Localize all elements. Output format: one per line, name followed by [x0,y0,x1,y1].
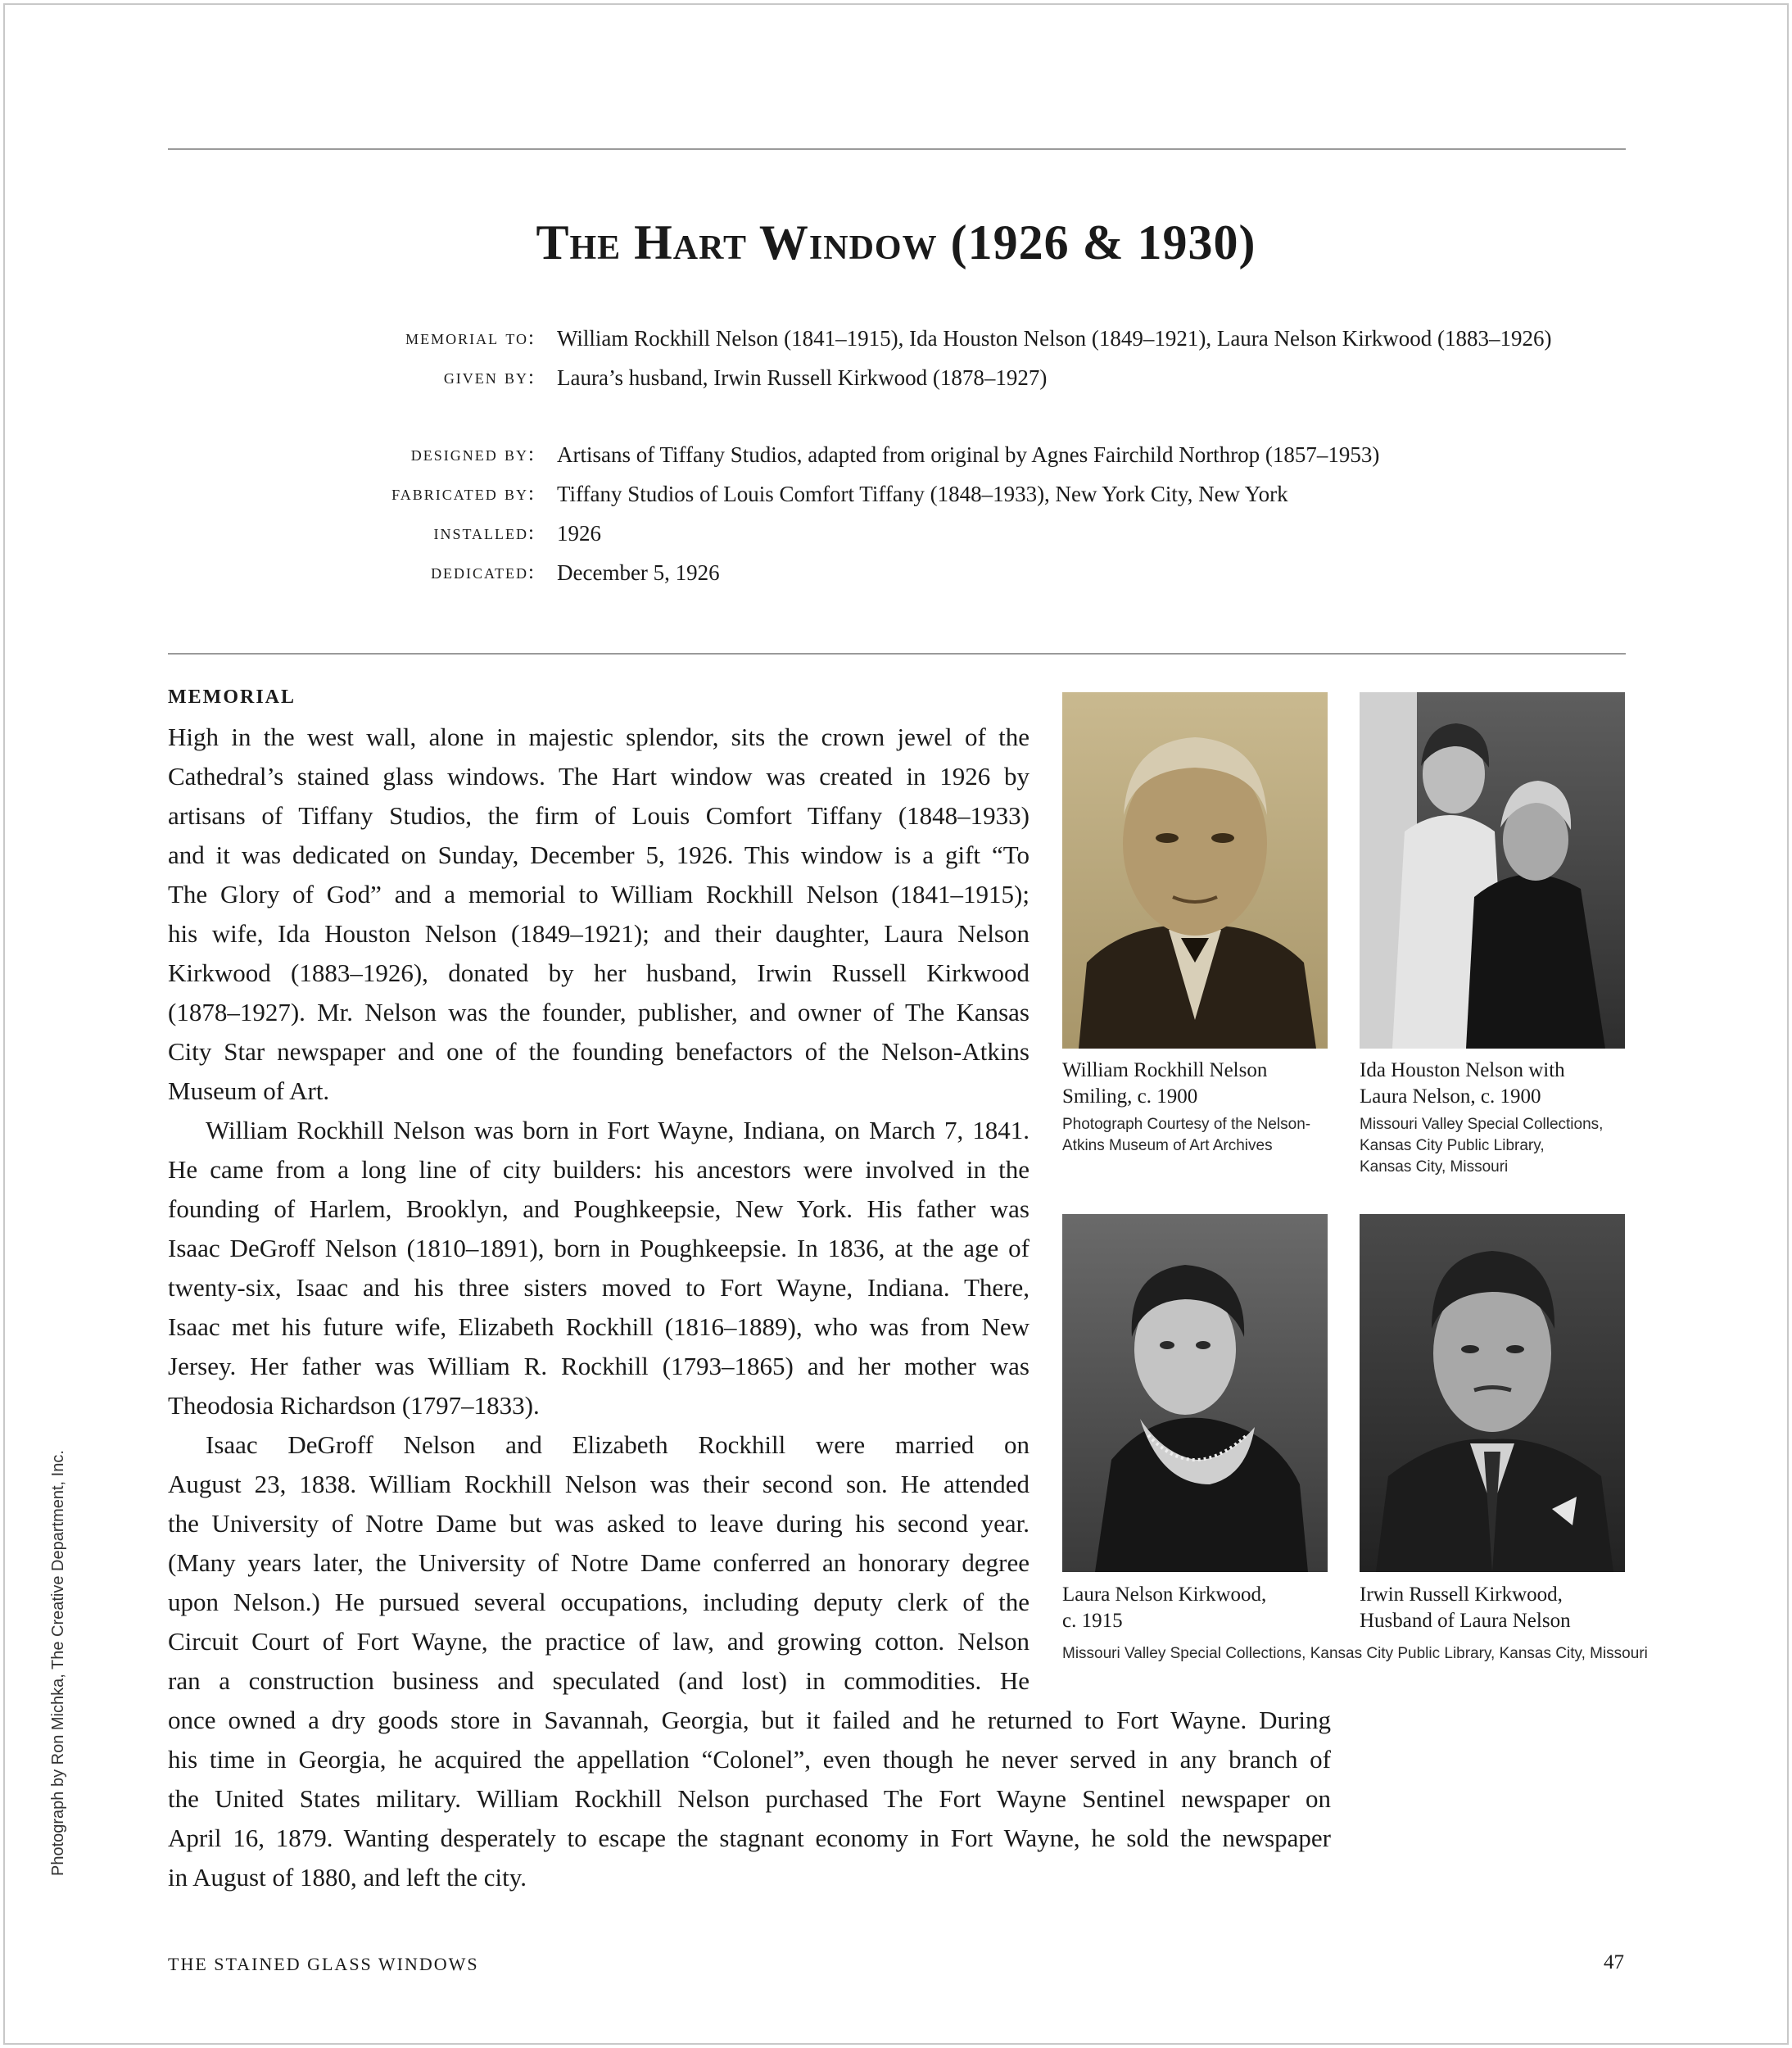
meta-row-designed-by [168,435,1634,474]
portrait-laura-nelson-kirkwood [1062,1214,1328,1572]
meta-label: installed: [433,522,536,544]
credit-line: Kansas City Public Library, [1360,1137,1545,1154]
credit-line: Photograph Courtesy of the Nelson- [1062,1116,1311,1133]
body-line: twenty-six, Isaac and his three sisters moved to Fort Wayne, Indiana. There, [168,1273,1029,1302]
body-line: Circuit Court of Fort Wayne, the practice of law, and growing cotton. Nelson [168,1627,1029,1656]
credit-line: Atkins Museum of Art Archives [1062,1137,1273,1154]
meta-row-given-by [168,358,1634,397]
body-line: artisans of Tiffany Studios, the firm of Louis Comfort Tiffany (1848–1933) [168,801,1029,830]
caption-line: Smiling, c. 1900 [1062,1085,1198,1108]
portrait-william-rockhill-nelson [1062,692,1328,1049]
body-line: Isaac DeGroff Nelson (1810–1891), born in Poughkeepsie. In 1836, at the age of [168,1234,1029,1262]
meta-value: William Rockhill Nelson (1841–1915), Ida Houston Nelson (1849–1921), Laura Nelson Kirkwood (1883–1926) [557,326,1552,351]
caption-line: Irwin Russell Kirkwood, [1360,1584,1563,1606]
body-line: Isaac DeGroff Nelson and Elizabeth Rockhill were married on [206,1430,1029,1459]
photo-credit-vertical: Photograph by Ron Michka, The Creative Department, Inc. [49,1450,67,1876]
body-line: William Rockhill Nelson was born in Fort Wayne, Indiana, on March 7, 1841. [206,1116,1029,1144]
portrait-irwin-art [1360,1214,1625,1572]
body-line: He came from a long line of city builders: his ancestors were involved in the [168,1155,1029,1184]
body-line: Isaac met his future wife, Elizabeth Rockhill (1816–1889), who was from New [168,1312,1029,1341]
body-line: founding of Harlem, Brooklyn, and Poughkeepsie, New York. His father was [168,1194,1029,1223]
meta-value: Artisans of Tiffany Studios, adapted from original by Agnes Fairchild Northrop (1857–1953) [557,442,1380,467]
body-line: the United States military. William Rockhill Nelson purchased The Fort Wayne Sentinel newspaper on [168,1784,1331,1813]
caption-line: William Rockhill Nelson [1062,1059,1268,1081]
meta-label: given by: [443,366,536,388]
body-line: (Many years later, the University of Notre Dame conferred an honorary degree [168,1548,1029,1577]
portrait-ida-art [1360,692,1625,1049]
portrait-laura-art [1062,1214,1328,1572]
section-heading: MEMORIAL [168,686,296,708]
meta-row-memorial-to [168,319,1634,358]
body-line: Museum of Art. [168,1076,330,1105]
caption-ida [1360,1058,1565,1110]
caption-line: Laura Nelson Kirkwood, [1062,1584,1267,1606]
meta-value: Laura’s husband, Irwin Russell Kirkwood (1878–1927) [557,365,1048,390]
body-line: April 16, 1879. Wanting desperately to escape the stagnant economy in Fort Wayne, he sold the newspaper [168,1824,1331,1852]
meta-label: designed by: [410,443,536,465]
body-line: The Glory of God” and a memorial to William Rockhill Nelson (1841–1915); [168,880,1029,908]
body-line: the University of Notre Dame but was asked to leave during his second year. [168,1509,1029,1538]
meta-row-dedicated [168,553,1634,592]
page-title: The Hart Window (1926 & 1930) [536,215,1256,270]
footer-section-title: THE STAINED GLASS WINDOWS [168,1954,479,1974]
meta-label: memorial to: [405,327,536,349]
meta-value: Tiffany Studios of Louis Comfort Tiffany (1848–1933), New York City, New York [557,482,1288,506]
body-line: and it was dedicated on Sunday, December 5, 1926. This window is a gift “To [168,840,1029,869]
body-line: City Star newspaper and one of the founding benefactors of the Nelson-Atkins [168,1037,1029,1066]
meta-label: dedicated: [431,561,536,583]
caption-line: Laura Nelson, c. 1900 [1360,1085,1541,1108]
body-line: Theodosia Richardson (1797–1833). [168,1391,540,1420]
section-rule [168,653,1626,655]
credit-line: Kansas City, Missouri [1360,1158,1509,1176]
portrait-william-art [1062,692,1328,1049]
credit-ida [1360,1114,1603,1178]
meta-value: 1926 [557,521,601,546]
body-line: ran a construction business and speculated (and lost) in commodities. He [168,1666,1029,1695]
top-rule [168,148,1626,150]
body-line: his time in Georgia, he acquired the appellation “Colonel”, even though he never served in any branch of [168,1745,1331,1774]
body-line: upon Nelson.) He pursued several occupations, including deputy clerk of the [168,1588,1029,1616]
caption-line: c. 1915 [1062,1610,1123,1632]
meta-block-secondary [168,435,1634,592]
credit-shared: Missouri Valley Special Collections, Kansas City Public Library, Kansas City, Missouri [1062,1645,1648,1662]
caption-william [1062,1058,1267,1110]
meta-label: fabricated by: [391,483,536,505]
meta-block-primary [168,319,1634,397]
page-number: 47 [1604,1951,1624,1973]
meta-value: December 5, 1926 [557,560,720,585]
body-line: Kirkwood (1883–1926), donated by her husband, Irwin Russell Kirkwood [168,958,1029,987]
body-line: once owned a dry goods store in Savannah, Georgia, but it failed and he returned to Fort Wayne. During [168,1706,1331,1734]
meta-row-installed [168,514,1634,553]
body-line: Cathedral’s stained glass windows. The Hart window was created in 1926 by [168,762,1029,791]
body-line: High in the west wall, alone in majestic splendor, sits the crown jewel of the [168,723,1029,751]
body-line: his wife, Ida Houston Nelson (1849–1921); and their daughter, Laura Nelson [168,919,1029,948]
body-line: in August of 1880, and left the city. [168,1863,527,1892]
body-line: Jersey. Her father was William R. Rockhill (1793–1865) and her mother was [168,1352,1029,1380]
portrait-ida-and-laura-nelson [1360,692,1625,1049]
caption-irwin [1360,1582,1571,1634]
meta-row-fabricated-by [168,474,1634,514]
credit-william [1062,1114,1310,1157]
caption-laura [1062,1582,1266,1634]
caption-line: Husband of Laura Nelson [1360,1610,1571,1632]
body-line: (1878–1927). Mr. Nelson was the founder, publisher, and owner of The Kansas [168,998,1029,1026]
portrait-irwin-russell-kirkwood [1360,1214,1625,1572]
caption-line: Ida Houston Nelson with [1360,1059,1565,1081]
credit-line: Missouri Valley Special Collections, [1360,1116,1604,1133]
body-line: August 23, 1838. William Rockhill Nelson was their second son. He attended [168,1470,1029,1498]
